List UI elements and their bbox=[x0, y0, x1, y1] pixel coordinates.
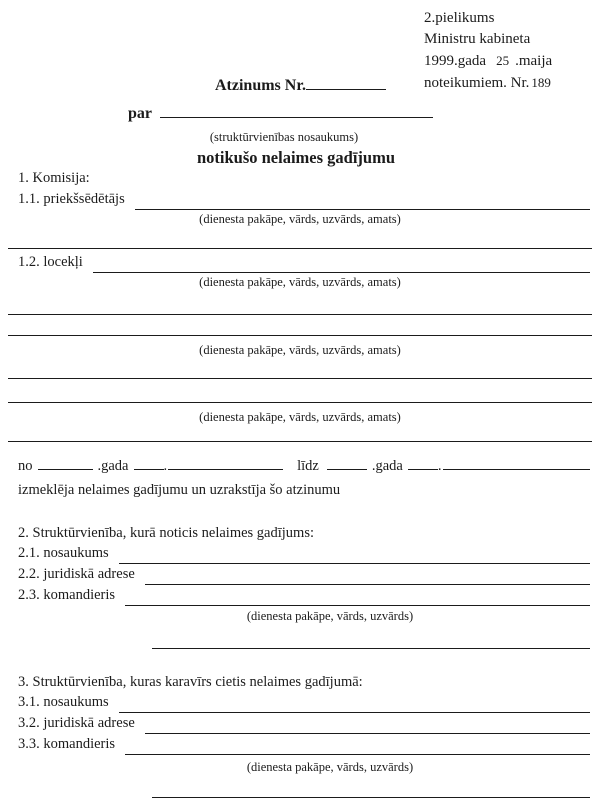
extra-blank-line bbox=[152, 797, 590, 798]
field-2-3-label: 2.3. komandieris bbox=[18, 587, 116, 603]
par-row bbox=[128, 104, 433, 123]
field-3-2-label: 3.2. juridiskā adrese bbox=[18, 715, 135, 731]
field-3-3-label: 3.3. komandieris bbox=[18, 736, 116, 752]
field-members-blank bbox=[93, 254, 590, 273]
annex-regulation-label: noteikumiem. Nr. bbox=[424, 75, 530, 91]
field-3-1-label: 3.1. nosaukums bbox=[18, 694, 109, 710]
investigation-sentence: izmeklēja nelaimes gadījumu un uzrakstīja šo atzinumu bbox=[18, 482, 341, 498]
to-gada-label: .gada bbox=[371, 458, 403, 474]
rank-name-post-caption: (dienesta pakāpe, vārds, uzvārds, amats) bbox=[199, 212, 401, 226]
form-header bbox=[0, 6, 600, 167]
annex-regulation-number: 189 bbox=[531, 75, 551, 90]
section-2-heading: 2. Struktūrvienība, kurā noticis nelaimes gadījums: bbox=[18, 525, 314, 541]
field-2-2-row bbox=[18, 564, 590, 585]
to-year-blank bbox=[327, 456, 367, 470]
full-blank-line bbox=[8, 335, 592, 336]
extra-blank-line bbox=[152, 648, 590, 649]
field-chairman-label: 1.1. priekšsēdētājs bbox=[18, 191, 125, 207]
par-label: par bbox=[128, 105, 152, 122]
field-members-row bbox=[18, 251, 590, 273]
annex-line-1: 2.pielikums bbox=[424, 10, 495, 26]
to-day-blank bbox=[408, 456, 438, 470]
rank-name-post-caption: (dienesta pakāpe, vārds, uzvārds, amats) bbox=[199, 410, 401, 424]
investigation-period-row bbox=[18, 456, 590, 478]
rank-name-post-caption: (dienesta pakāpe, vārds, uzvārds, amats) bbox=[199, 343, 401, 357]
field-2-2-label: 2.2. juridiskā adrese bbox=[18, 566, 135, 582]
annex-reference-block bbox=[424, 8, 552, 94]
annex-line-2: Ministru kabineta bbox=[424, 31, 531, 47]
rank-name-post-caption: (dienesta pakāpe, vārds, uzvārds, amats) bbox=[199, 275, 401, 289]
annex-day-value: 25 bbox=[496, 53, 510, 68]
field-2-3-blank bbox=[125, 587, 590, 606]
form-number-blank bbox=[306, 76, 386, 90]
field-2-1-label: 2.1. nosaukums bbox=[18, 545, 109, 561]
to-month-blank bbox=[443, 456, 591, 470]
field-3-3-row bbox=[18, 734, 590, 755]
annex-line-3 bbox=[424, 50, 552, 72]
until-label: līdz bbox=[297, 458, 319, 474]
form-title-row bbox=[215, 76, 386, 95]
field-members-label: 1.2. locekļi bbox=[18, 254, 83, 270]
field-2-1-blank bbox=[119, 545, 590, 564]
field-chairman-row bbox=[18, 188, 590, 210]
field-3-1-blank bbox=[119, 694, 590, 713]
unit-name-blank bbox=[160, 104, 433, 118]
field-3-2-row bbox=[18, 713, 590, 734]
full-blank-line bbox=[8, 378, 592, 379]
full-blank-line bbox=[8, 402, 592, 403]
section-1-heading: 1. Komisija: bbox=[18, 170, 90, 186]
full-blank-line bbox=[8, 441, 592, 442]
annex-line-4 bbox=[424, 72, 552, 94]
from-day-blank bbox=[134, 456, 164, 470]
to-dot: . bbox=[437, 458, 442, 474]
from-gada-label: .gada bbox=[97, 458, 129, 474]
field-3-2-blank bbox=[145, 715, 590, 734]
annex-month-label: .maija bbox=[515, 53, 553, 69]
field-3-1-row bbox=[18, 692, 590, 713]
from-year-blank bbox=[38, 456, 93, 470]
from-month-blank bbox=[168, 456, 283, 470]
field-chairman-blank bbox=[135, 191, 590, 210]
from-dot: . bbox=[163, 458, 168, 474]
form-title: Atzinums Nr. bbox=[215, 77, 306, 94]
section-3-heading: 3. Struktūrvienība, kuras karavīrs cietis nelaimes gadījumā: bbox=[18, 674, 363, 690]
full-blank-line bbox=[8, 248, 592, 249]
annex-year-label: 1999.gada bbox=[424, 53, 487, 69]
field-2-1-row bbox=[18, 543, 590, 564]
field-2-2-blank bbox=[145, 566, 590, 585]
field-2-3-row bbox=[18, 585, 590, 606]
from-label: no bbox=[18, 458, 33, 474]
rank-name-caption: (dienesta pakāpe, vārds, uzvārds) bbox=[246, 609, 414, 623]
form-subtitle: notikušo nelaimes gadījumu bbox=[196, 148, 396, 167]
rank-name-caption: (dienesta pakāpe, vārds, uzvārds) bbox=[246, 760, 414, 774]
full-blank-line bbox=[8, 314, 592, 315]
field-3-3-blank bbox=[125, 736, 590, 755]
unit-name-caption: (struktūrvienības nosaukums) bbox=[209, 130, 359, 144]
